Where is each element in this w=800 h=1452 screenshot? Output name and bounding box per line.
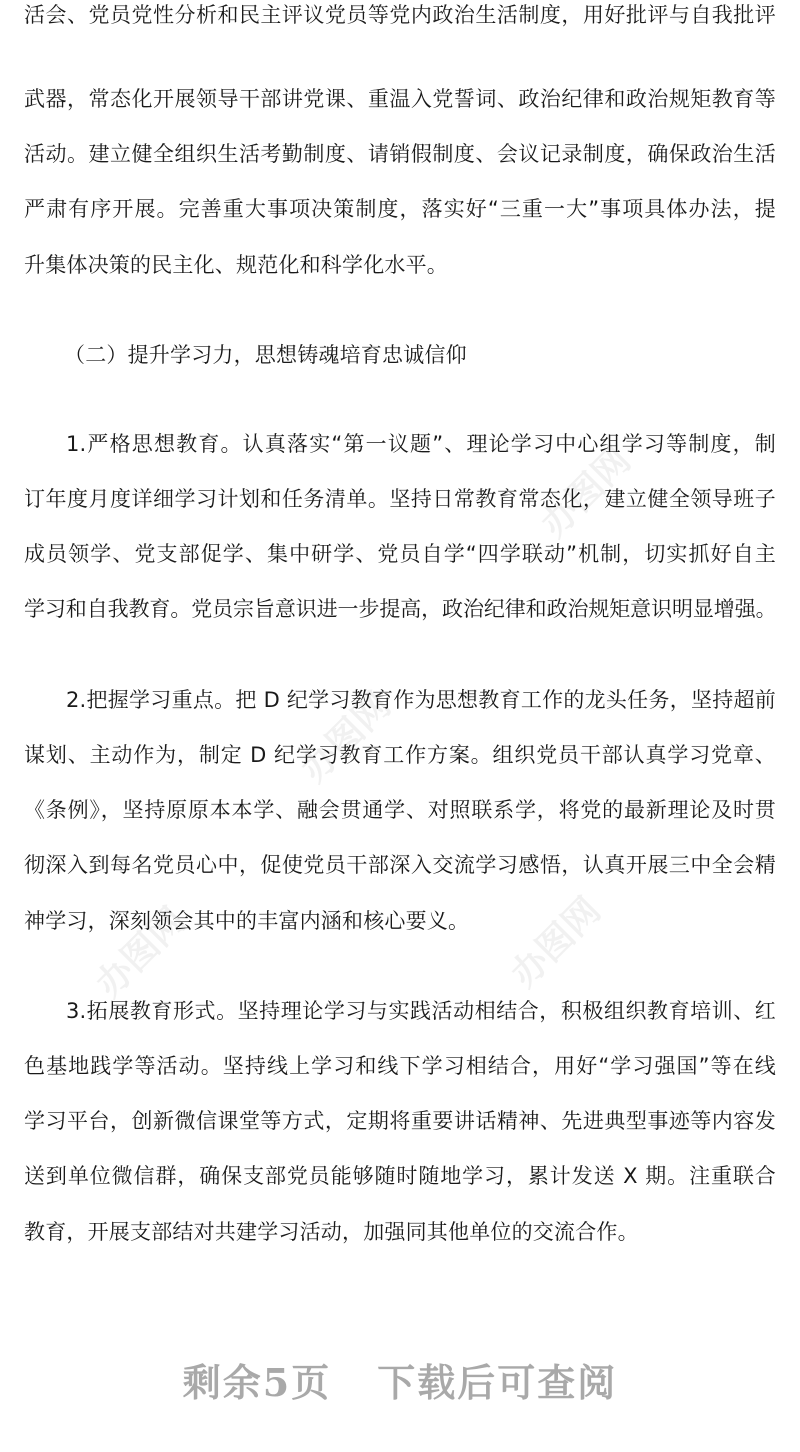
download-prompt[interactable] bbox=[0, 1352, 800, 1407]
text-line: 彻深入到每名党员心中，促使党员干部深入交流学习感悟，认真开展三中全会精 bbox=[24, 853, 776, 877]
text-line: 《条例》，坚持原原本本学、融会贯通学、对照联系学，将党的最新理论及时贯 bbox=[24, 798, 776, 822]
text-line: 武器，常态化开展领导干部讲党课、重温入党誓词、政治纪律和政治规矩教育等 bbox=[24, 87, 776, 111]
text-line: 送到单位微信群，确保支部党员能够随时随地学习，累计发送 X 期。注重联合 bbox=[24, 1164, 776, 1188]
text-line: 升集体决策的民主化、规范化和科学化水平。 bbox=[24, 253, 448, 277]
text-line: 1.严格思想教育。认真落实“第一议题”、理论学习中心组学习等制度，制 bbox=[66, 432, 776, 456]
text-line: 2.把握学习重点。把 D 纪学习教育作为思想教育工作的龙头任务，坚持超前 bbox=[66, 688, 776, 712]
text-line: 神学习，深刻领会其中的丰富内涵和核心要义。 bbox=[24, 909, 470, 933]
text-line: 谋划、主动作为，制定 D 纪学习教育工作方案。组织党员干部认真学习党章、 bbox=[24, 743, 776, 767]
text-line: 订年度月度详细学习计划和任务清单。坚持日常教育常态化，建立健全领导班子 bbox=[24, 487, 776, 511]
text-line: 活动。建立健全组织生活考勤制度、请销假制度、会议记录制度，确保政治生活 bbox=[24, 142, 776, 166]
remaining-pages-text: 剩余5页 bbox=[182, 1360, 332, 1405]
watermark: 办图网 bbox=[88, 899, 194, 1006]
text-line: 学习和自我教育。党员宗旨意识进一步提高，政治纪律和政治规矩意识明显增强。 bbox=[24, 597, 776, 621]
text-line: 色基地践学等活动。坚持线上学习和线下学习相结合，用好“学习强国”等在线 bbox=[24, 1054, 776, 1078]
watermark: 办图网 bbox=[503, 889, 609, 996]
text-line: 成员领学、党支部促学、集中研学、党员自学“四学联动”机制，切实抓好自主 bbox=[24, 542, 776, 566]
section-heading: （二）提升学习力，思想铸魂培育忠诚信仰 bbox=[64, 343, 467, 367]
download-to-view-text: 下载后可查阅 bbox=[377, 1360, 618, 1405]
watermark: 办图网 bbox=[293, 684, 399, 791]
text-line: 教育，开展支部结对共建学习活动，加强同其他单位的交流合作。 bbox=[24, 1220, 639, 1244]
text-line: 学习平台，创新微信课堂等方式，定期将重要讲话精神、先进典型事迹等内容发 bbox=[24, 1109, 776, 1133]
watermark: 办图网 bbox=[533, 439, 639, 546]
text-line: 活会、党员党性分析和民主评议党员等党内政治生活制度，用好批评与自我批评 bbox=[24, 3, 776, 27]
text-line: 3.拓展教育形式。坚持理论学习与实践活动相结合，积极组织教育培训、红 bbox=[66, 999, 776, 1023]
text-line: 严肃有序开展。完善重大事项决策制度，落实好“三重一大”事项具体办法，提 bbox=[24, 197, 776, 221]
